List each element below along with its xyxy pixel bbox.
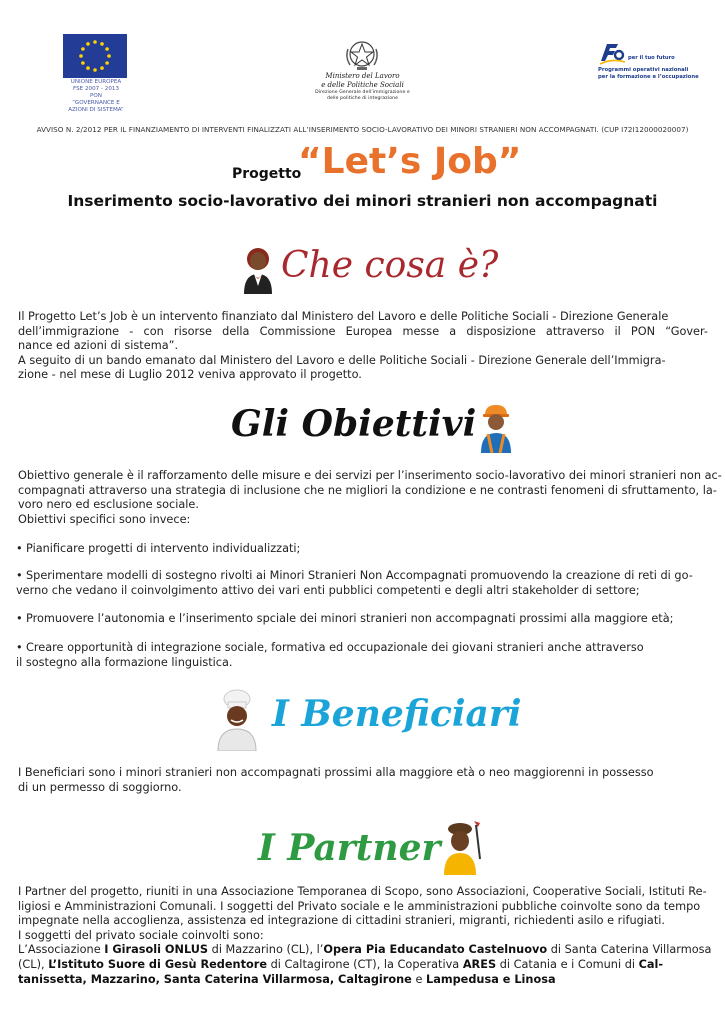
notice-line: AVVISO N. 2/2012 PER IL FINANZIAMENTO DI INTERVENTI FINALIZZATI ALL’INSERIMENTO SOCIO-LAVORATIVO DEI MINORI STRANIERI NON ACCOMPAGNATI. (CUP I72I12000020007) [36,125,689,134]
text-line: nance ed azioni di sistema”. [18,339,179,353]
text-line: dell’immigrazione - con risorse della Commissione Europea messe a disposizione attraverso il PON “Gover- [18,324,708,338]
partner-name: ARES [462,957,497,971]
bullet-icon: • [16,569,23,582]
project-title: “Let’s Job” [298,141,522,182]
text-line: Obiettivi specifici sono invece: [18,512,191,526]
painter-avatar-icon [440,819,484,875]
ministry-name: Ministero del Lavoro [325,72,400,80]
project-label: Progetto [232,166,302,182]
partner-name: tanissetta, Mazzarino, Santa Caterina Villarmosa, Caltagirone [18,972,412,986]
section-heading-partner: I Partner [258,827,441,869]
bullet-icon: • [16,542,23,555]
ministry-direction-2: delle politiche di integrazione [326,96,399,101]
partner-name: Cal- [638,957,664,971]
text-line: voro nero ed esclusione sociale. [18,498,199,512]
text-line: impegnate nella accoglienza, assistenza ed integrazione di cittadini stranieri, migranti, richiedenti asilo e rifugiati. [18,914,665,928]
worker-avatar-icon [478,403,514,453]
text-line: compagnati attraverso una strategia di inclusione che ne migliori la condizione e ne contrasti fenomeni di sfruttamento, la- [18,483,717,497]
eu-star-icon [100,42,104,46]
text-line: Il Progetto Let’s Job è un intervento finanziato dal Ministero del Lavoro e delle Politiche Sociali - Direzione Generale [18,310,669,323]
eu-star-icon [93,40,97,44]
eu-star-icon [86,66,90,70]
text-run: di Santa Caterina Villarmosa [547,943,712,957]
text-line: A seguito di un bando emanato dal Ministero del Lavoro e delle Politiche Sociali - Direzione Generale dell’Immigra- [18,353,666,367]
ministry-direction: Direzione Generale dell’immigrazione e [315,90,410,95]
text-line: ligiosi e Amministrazioni Comunali. I soggetti del Privato sociale e le amministrazioni pubbliche coinvolte sono da tempo [18,899,701,913]
text-run: (CL), [18,957,49,971]
text-line: I Beneficiari sono i minori stranieri non accompagnati prossimi alla maggiore età o neo maggiorenni in possesso [18,766,654,779]
list-item [16,612,708,627]
eu-star-icon [81,47,85,51]
eu-caption [52,79,140,114]
bullet-icon: • [16,641,23,654]
text-line: I soggetti del privato sociale coinvolti sono: [18,928,264,942]
eu-star-icon [100,66,104,70]
eu-star-icon [93,68,97,72]
list-item-text: il sostegno alla formazione linguistica. [16,655,233,669]
eu-star-icon [105,47,109,51]
fse-tagline: per il tuo futuro [628,55,675,61]
list-item [16,542,708,557]
section-text-partner [18,885,712,987]
partner-name: I Girasoli ONLUS [104,943,209,957]
list-item-text: verno che vedano il coinvolgimento attivo dei vari enti pubblici competenti e degli altri stakeholder di settore; [16,583,640,597]
section-text-beneficiari [18,766,708,795]
partner-line [18,958,708,973]
eu-star-icon [79,54,83,58]
text-line: I Partner del progetto, riuniti in una Associazione Temporanea di Scopo, sono Associazioni, Cooperative Sociali, Istituti Re- [18,885,707,898]
project-subtitle: Inserimento socio-lavorativo dei minori stranieri non accompagnati [67,192,658,210]
chef-avatar-icon [214,689,260,751]
ministry-logo-text [300,72,425,102]
partner-name: L’Istituto Suore di Gesù Redentore [48,957,267,971]
eu-caption-line: FSE 2007 - 2013 [72,86,120,92]
list-item-text: Creare opportunità di integrazione sociale, formativa ed occupazionale dei giovani stranieri anche attraverso [26,641,644,654]
eu-star-icon [86,42,90,46]
list-item [16,569,708,598]
list-item-text: Sperimentare modelli di sostegno rivolti ai Minori Stranieri Non Accompagnati promuovendo la creazione di reti di go- [26,569,693,582]
text-line: Obiettivo generale è il rafforzamento delle misure e dei servizi per l’inserimento socio-lavorativo dei minori stranieri non ac- [18,469,722,482]
waiter-avatar-icon [240,246,276,294]
fse-logo-icon [598,41,626,65]
text-run: L’Associazione [18,943,105,957]
partner-name: Opera Pia Educandato Castelnuovo [323,943,548,957]
bullet-icon: • [16,612,23,625]
eu-caption-line: “GOVERNANCE E [72,100,120,106]
partner-name: Lampedusa e Linosa [426,972,556,986]
list-item [16,641,708,670]
eu-caption-line: PON [90,93,102,99]
text-run: di Caltagirone (CT), la Coperativa [267,957,463,971]
list-item-text: Promuovere l’autonomia e l’inserimento spciale dei minori stranieri non accompagnati prossimi alla maggiore età; [26,612,674,625]
partner-line [18,943,712,958]
section-text-obiettivi [18,469,722,527]
list-item-text: Pianificare progetti di intervento individualizzati; [26,542,301,555]
eu-star-icon [105,61,109,65]
eu-star-icon [81,61,85,65]
fse-caption-line: Programmi operativi nazionali [598,67,689,73]
eu-caption-line: UNIONE EUROPEA [70,79,122,85]
partner-line [18,973,708,988]
section-text-che-cosa [18,310,708,383]
text-run: e [411,972,426,986]
eu-caption-line: AZIONI DI SISTEMA” [68,107,124,113]
section-heading-che-cosa: Che cosa è? [281,245,499,286]
section-heading-obiettivi: Gli Obiettivi [231,403,477,445]
eu-flag-logo [63,34,127,78]
section-heading-beneficiari: I Beneficiari [272,693,522,735]
fse-caption-line: per la formazione e l’occupazione [598,73,699,80]
fse-caption [598,67,699,80]
italian-republic-emblem [342,37,382,71]
text-run: di Catania e i Comuni di [496,957,639,971]
ministry-name-2: e delle Politiche Sociali [321,81,404,89]
text-run: di Mazzarino (CL), l’ [208,943,324,957]
eu-star-icon [107,54,111,58]
text-line: di un permesso di soggiorno. [18,780,182,794]
text-line: zione - nel mese di Luglio 2012 veniva approvato il progetto. [18,368,362,382]
